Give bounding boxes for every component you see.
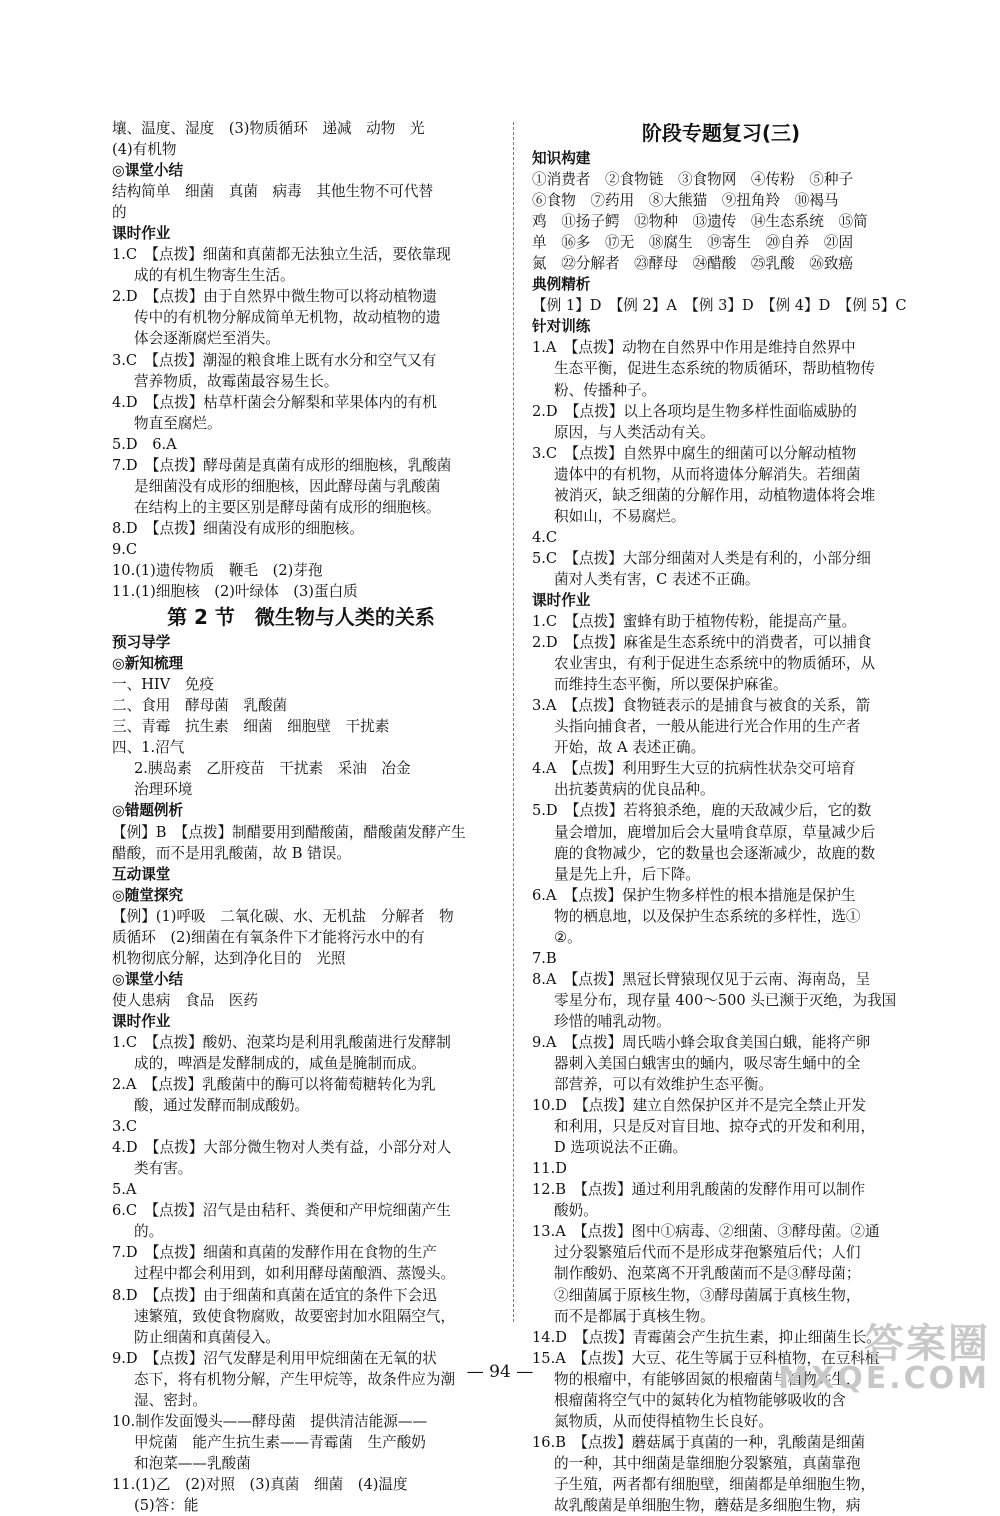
text-line: 态下，将有机物分解，产生甲烷等，故条件应为潮 [134,1370,456,1388]
text-line: 甲烷菌 能产生抗生素——青霉菌 生产酸奶 [134,1433,426,1451]
subheading: ◎新知梳理 [112,655,184,673]
subheading: ◎课堂小结 [112,970,184,988]
text-line: ②。 [554,928,582,946]
text-line: 9.C [112,540,138,558]
text-line: 农业害虫，有利于促进生态系统中的物质循环，从 [554,655,876,673]
text-line: 1.C 【点拨】酸奶、泡菜均是利用乳酸菌进行发酵制 [112,1033,451,1051]
right-column [532,118,910,1516]
text-line: 鹿的食物减少，它的数量也会逐渐减少，故鹿的数 [554,844,876,862]
text-line: 遗体中的有机物，从而将遗体分解消失。若细菌 [554,465,861,483]
text-line: 传中的有机物分解成简单无机物，故动植物的遗 [134,309,441,327]
text-line: 15.A 【点拨】大豆、花生等属于豆科植物，在豆科植 [532,1349,880,1367]
text-line: 4.A 【点拨】利用野生大豆的抗病性状杂交可培育 [532,760,856,778]
text-line: 头指向捕食者，一般从能进行光合作用的生产者 [554,718,861,736]
text-line: 鸡 ⑪扬子鳄 ⑫物种 ⑬遗传 ⑭生态系统 ⑮简 [532,213,868,231]
text-line: 3.C [112,1118,138,1136]
text-line: 制作酸奶、泡菜离不开乳酸菌而不是③酵母菌； [554,1265,861,1283]
text-line: 醋酸，而不是用乳酸菌，故 B 错误。 [112,844,351,862]
text-line: 3.C 【点拨】自然界中腐生的细菌可以分解动植物 [532,444,857,462]
text-line: 机物彻底分解，达到净化目的 光照 [112,949,346,967]
text-line: 在结构上的主要区别是酵母菌有成形的细胞核。 [134,498,441,516]
text-line: 三、青霉 抗生素 细菌 细胞壁 干扰素 [112,718,390,736]
text-line: 类有害。 [134,1160,193,1178]
text-line: 过分裂繁殖后代而不是形成芽孢繁殖后代；人们 [554,1244,861,1262]
section-title: 阶段专题复习(三) [641,121,801,145]
text-line: 物的根瘤中，有能够固氮的根瘤菌与植物共生， [554,1370,861,1388]
text-line: 是细菌没有成形的细胞核，因此酵母菌与乳酸菌 [134,477,441,495]
text-line: 物的栖息地，以及保护生态系统的多样性，选① [554,907,861,925]
text-line: (5)答：能 [134,1497,199,1514]
text-line: 被消灭，缺乏细菌的分解作用，动植物遗体将会堆 [554,486,876,504]
subheading: 课时作业 [532,591,591,609]
text-line: 2.D 【点拨】以上各项均是生物多样性面临威胁的 [532,402,857,420]
text-line: 4.D 【点拨】大部分微生物对人类有益，小部分对人 [112,1139,452,1157]
left-column [112,118,490,1516]
subheading: ◎随堂探究 [112,886,184,904]
text-line: 而不是都属于真核生物。 [554,1307,715,1325]
text-line: 1.C 【点拨】蜜蜂有助于植物传粉，能提高产量。 [532,613,857,631]
text-line: 酸，通过发酵而制成酸奶。 [134,1097,310,1115]
subheading: 互动课堂 [112,865,171,883]
text-line: 【例】(1)呼吸 二氧化碳、水、无机盐 分解者 物 [112,907,454,925]
text-line: 一、HIV 免疫 [112,676,214,694]
text-line: 部营养，可以有效维护生态平衡。 [554,1076,773,1094]
text-line: 2.D 【点拨】麻雀是生态系统中的消费者，可以捕食 [532,634,872,652]
text-line: 粉、传播种子。 [554,381,657,399]
text-line: 防止细菌和真菌侵入。 [134,1328,280,1346]
subheading: ◎错题例析 [112,802,184,820]
text-line: 零星分布，现存量 400～500 头已濒于灭绝，为我国 [554,991,897,1009]
subheading: 典例精析 [532,276,591,294]
text-line: 使人患病 食品 医药 [112,991,258,1009]
text-line: 7.D 【点拨】酵母菌是真菌有成形的细胞核，乳酸菌 [112,456,452,474]
text-line: 积如山，不易腐烂。 [554,507,686,525]
text-line: 4.C [532,528,558,546]
text-line: 出抗萎黄病的优良品种。 [554,781,715,799]
text-line: 菌对人类有害，C 表述不正确。 [554,570,760,588]
text-line: 5.D 【点拨】若将狼杀绝，鹿的天敌减少后，它的数 [532,802,872,820]
text-line: 量会增加，鹿增加后会大量啃食草原，草量减少后 [554,823,876,841]
text-line: 10.(1)遗传物质 鞭毛 (2)芽孢 [112,561,323,579]
text-line: 氮 ㉒分解者 ㉓酵母 ㉔醋酸 ㉕乳酸 ㉖致癌 [532,255,854,273]
text-line: 氮物质，从而使得植物生长良好。 [554,1412,773,1430]
subheading: 预习导学 [112,634,171,652]
text-line: 12.B 【点拨】通过利用乳酸菌的发酵作用可以制作 [532,1181,866,1199]
text-line: 壤、温度、湿度 (3)物质循环 递减 动物 光 [112,120,425,137]
text-line: 速繁殖，致使食物腐败，故要密封加水阻隔空气， [134,1307,456,1325]
text-line: 量是先上升，后下降。 [554,865,700,883]
text-line: 器刺入美国白蛾害虫的蛹内，吸尽寄生蛹中的全 [554,1055,861,1073]
subheading: 针对训练 [532,318,591,336]
text-line: D 选项说法不正确。 [554,1139,688,1157]
text-line: 质循环 (2)细菌在有氧条件下才能将污水中的有 [112,928,425,946]
text-line: (4)有机物 [112,141,177,159]
watermark-logo [778,1321,990,1396]
text-line: 2.A 【点拨】乳酸菌中的酶可以将葡萄糖转化为乳 [112,1076,436,1094]
text-line: 湿、密封。 [134,1391,207,1409]
text-line: 结构简单 细菌 真菌 病毒 其他生物不可代替 [112,183,434,201]
text-line: 10.D 【点拨】建立自然保护区并不是完全禁止开发 [532,1097,867,1115]
text-line: 营养物质，故霉菌最容易生长。 [134,372,339,390]
column-divider [513,122,514,1322]
text-line: 11.D [532,1160,567,1178]
text-line: 3.C 【点拨】潮湿的粮食堆上既有水分和空气又有 [112,351,437,369]
text-line: 10.制作发面馒头——酵母菌 提供清洁能源—— [112,1412,428,1430]
subheading: 课时作业 [112,1012,171,1030]
text-line: 6.A 【点拨】保护生物多样性的根本措施是保护生 [532,886,856,904]
text-line: 原因，与人类活动有关。 [554,423,715,441]
text-line: 9.A 【点拨】周氏啮小蜂会取食美国白蛾，能将产卵 [532,1033,871,1051]
text-line: 物直至腐烂。 [134,414,222,432]
text-line: 珍惜的哺乳动物。 [554,1012,671,1030]
text-line: 根瘤菌将空气中的氮转化为植物能够吸收的含 [554,1391,846,1409]
text-line: 1.C 【点拨】细菌和真菌都无法独立生活，要依靠现 [112,246,451,264]
text-line: 8.D 【点拨】由于细菌和真菌在适宜的条件下会迅 [112,1286,437,1304]
text-line: 子生殖，两者都有细胞壁，细菌都是单细胞生物， [554,1475,876,1493]
text-line: 体会逐渐腐烂至消失。 [134,330,280,348]
text-line: 1.A 【点拨】动物在自然界中作用是维持自然界中 [532,339,856,357]
text-line: 2.D 【点拨】由于自然界中微生物可以将动植物遗 [112,288,437,306]
text-line: ⑥食物 ⑦药用 ⑧大熊猫 ⑨扭角羚 ⑩褐马 [532,192,839,210]
text-line: 单 ⑯多 ⑰无 ⑱腐生 ⑲寄生 ⑳自养 ㉑固 [532,234,854,252]
page-number: — 94 — [466,1362,534,1382]
watermark-text: 答案圈 [864,1321,990,1367]
text-line: 四、1.沼气 [112,739,185,757]
text-line: 成的有机生物寄生生活。 [134,267,295,285]
text-line: 酸奶。 [554,1202,598,1220]
text-line: 的。 [134,1223,164,1241]
text-line: 11.(1)细胞核 (2)叶绿体 (3)蛋白质 [112,583,358,601]
text-line: 5.D 6.A [112,435,177,453]
text-line: 7.B [532,949,557,967]
text-line: 过程中都会利用到，如利用酵母菌酿酒、蒸馒头。 [134,1265,456,1283]
text-line: 13.A 【点拨】图中①病毒、②细菌、③酵母菌。②通 [532,1223,880,1241]
section-title: 第 2 节 微生物与人类的关系 [167,605,435,630]
text-line: 【例】B 【点拨】制醋要用到醋酸菌，醋酸菌发酵产生 [112,823,466,841]
text-line: 14.D 【点拨】青霉菌会产生抗生素，抑止细菌生长。 [532,1328,881,1346]
text-line: 的一种，其中细菌是靠细胞分裂繁殖，真菌靠孢 [554,1454,861,1472]
text-line: ①消费者 ②食物链 ③食物网 ④传粉 ⑤种子 [532,171,854,189]
text-line: 6.C 【点拨】沼气是由秸秆、粪便和产甲烷细菌产生 [112,1202,451,1220]
text-line: 9.D 【点拨】沼气发酵是利用甲烷细菌在无氧的状 [112,1349,437,1367]
text-line: 7.D 【点拨】细菌和真菌的发酵作用在食物的生产 [112,1244,437,1262]
text-line: 二、食用 酵母菌 乳酸菌 [112,697,288,715]
text-line: 5.C 【点拨】大部分细菌对人类是有利的，小部分细 [532,549,871,567]
text-line: 16.B 【点拨】蘑菇属于真菌的一种，乳酸菌是细菌 [532,1433,866,1451]
text-line: ②细菌属于原核生物，③酵母菌属于真核生物， [554,1286,861,1304]
text-line: 【例 1】D 【例 2】A 【例 3】D 【例 4】D 【例 5】C [532,297,907,315]
text-line: 8.D 【点拨】细菌没有成形的细胞核。 [112,519,364,537]
text-line: 和利用，只是反对盲目地、掠夺式的开发和利用， [554,1118,876,1136]
text-line: 治理环境 [134,781,193,799]
text-line: 11.(1)乙 (2)对照 (3)真菌 细菌 (4)温度 [112,1475,408,1493]
text-line: 2.胰岛素 乙肝疫苗 干扰素 采油 冶金 [134,760,411,778]
subheading: 课时作业 [112,225,171,243]
text-line: 4.D 【点拨】枯草杆菌会分解梨和苹果体内的有机 [112,393,437,411]
text-line: 开始，故 A 表述正确。 [554,739,706,757]
text-line: 3.A 【点拨】食物链表示的是捕食与被食的关系，箭 [532,697,871,715]
subheading: 知识构建 [532,150,591,167]
text-line: 生态平衡，促进生态系统的物质循环，帮助植物传 [554,360,876,378]
subheading: ◎课堂小结 [112,162,184,180]
watermark-domain: MXQE.COM [778,1361,990,1396]
text-line: 的 [112,204,127,222]
text-line: 5.A [112,1181,137,1199]
text-line: 8.A 【点拨】黑冠长臂猿现仅见于云南、海南岛，呈 [532,970,871,988]
text-line: 和泡菜——乳酸菌 [134,1454,251,1472]
text-line: 成的，啤酒是发酵制成的，咸鱼是腌制而成。 [134,1055,426,1073]
text-line: 而维持生态平衡，所以要保护麻雀。 [554,676,788,694]
text-line: 故乳酸菌是单细胞生物，蘑菇是多细胞生物，病 [554,1497,861,1514]
